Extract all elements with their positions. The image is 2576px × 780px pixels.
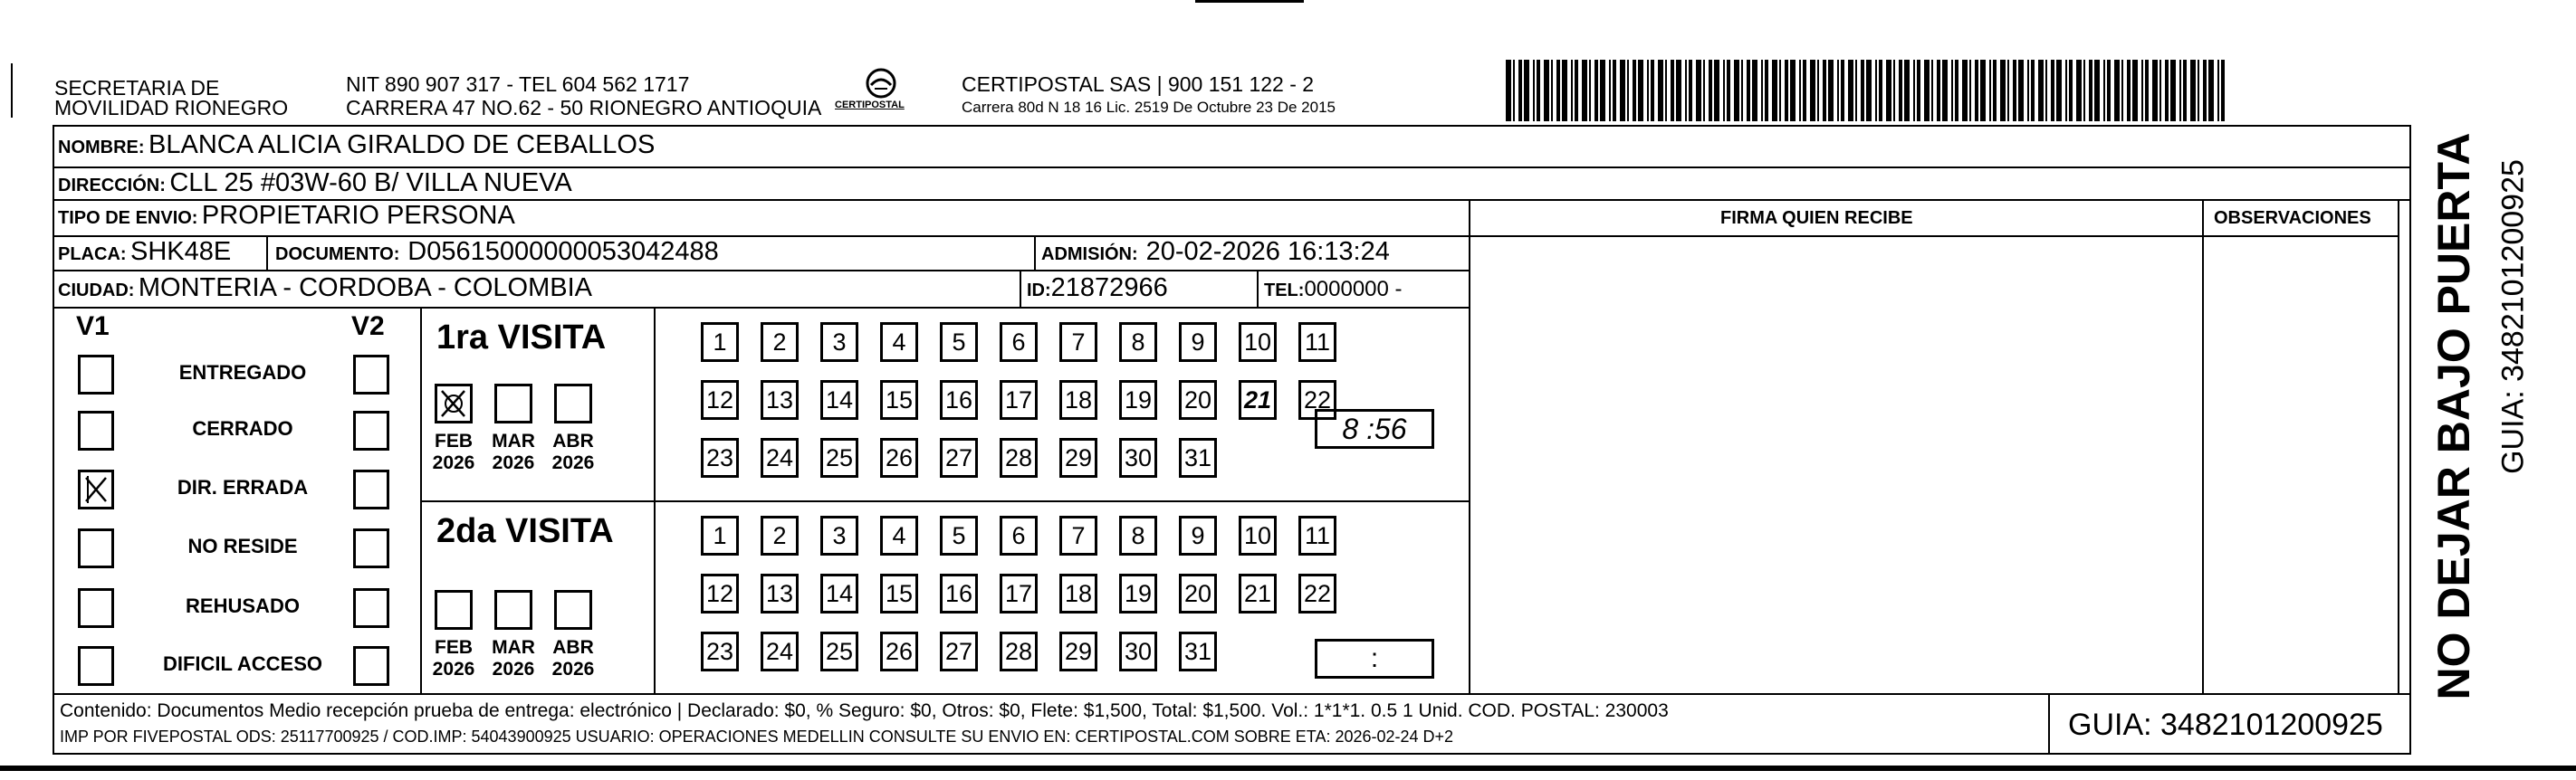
barcode-bar	[2056, 60, 2062, 121]
barcode-bar	[1589, 60, 1591, 121]
v2-checkbox[interactable]	[353, 470, 389, 509]
barcode-bar	[2183, 60, 2187, 121]
barcode-bar	[2203, 60, 2207, 121]
barcode-bar	[2141, 60, 2143, 121]
day-box[interactable]: 31	[1179, 632, 1217, 671]
day-box[interactable]: 31	[1179, 438, 1217, 478]
day-box[interactable]: 18	[1059, 574, 1097, 614]
barcode-bar	[1975, 60, 1978, 121]
barcode-bar	[1893, 60, 1895, 121]
barcode-bar	[1696, 60, 1701, 121]
barcode-bar	[1765, 60, 1768, 121]
day-box[interactable]: 10	[1239, 322, 1277, 362]
barcode-bar	[1942, 60, 1948, 121]
barcode-bar	[1790, 60, 1796, 121]
row-divider	[53, 693, 2411, 695]
barcode-bar	[2107, 60, 2111, 121]
v1-checkbox[interactable]	[78, 528, 114, 568]
barcode-bar	[1828, 60, 1834, 121]
barcode-bar	[2145, 60, 2149, 121]
barcode-bar	[1600, 60, 1605, 121]
barcode-bar	[2051, 60, 2054, 121]
day-box[interactable]: 7	[1059, 516, 1097, 556]
year-label: 2026	[432, 452, 475, 473]
observaciones-header: OBSERVACIONES	[2214, 208, 2371, 228]
barcode-bar	[1741, 60, 1743, 121]
barcode	[1506, 60, 2230, 121]
certipostal-logo: CERTIPOSTAL	[831, 65, 931, 121]
day-box[interactable]: 27	[940, 438, 978, 478]
barcode-bar	[2038, 60, 2044, 121]
barcode-bar	[1951, 60, 1953, 121]
year-label: 2026	[492, 452, 535, 473]
day-box[interactable]: 25	[820, 438, 858, 478]
barcode-bar	[1723, 60, 1725, 121]
barcode-bar	[2000, 60, 2006, 121]
month-checkbox[interactable]	[435, 384, 473, 423]
documento-value: D05615000000053042488	[407, 237, 719, 266]
barcode-bar	[1714, 60, 1719, 121]
admision-value: 20-02-2026 16:13:24	[1145, 237, 1390, 266]
month-label: ABR	[552, 431, 594, 452]
first-visit-title: 1ra VISITA	[436, 319, 607, 357]
v1-label: V1	[76, 311, 110, 341]
admision-field: ADMISIÓN: 20-02-2026 16:13:24	[1041, 237, 1390, 266]
day-box[interactable]: 15	[880, 380, 918, 420]
barcode-bar	[2132, 60, 2138, 121]
barcode-bar	[1962, 60, 1968, 121]
v2-checkbox[interactable]	[353, 588, 389, 628]
barcode-bar	[1638, 60, 1643, 121]
row-divider	[53, 307, 1470, 309]
month-label: FEB	[435, 637, 473, 658]
month-checkbox[interactable]	[494, 384, 532, 423]
footer-imp: IMP POR FIVEPOSTAL ODS: 25117700925 / COD.IMP: 54043900925 USUARIO: OPERACIONES MEDELLIN CONSULTE SU ENVIO EN: CERTIPOSTAL.COM SOBRE ETA: 2026-02-24 D+2	[60, 728, 1454, 746]
barcode-bar	[2089, 60, 2092, 121]
barcode-bar	[1627, 60, 1629, 121]
day-box[interactable]: 19	[1119, 380, 1157, 420]
barcode-bar	[1613, 60, 1616, 121]
day-box[interactable]: 11	[1298, 516, 1336, 556]
v2-label: V2	[351, 311, 385, 341]
year-label: 2026	[492, 659, 535, 680]
v1-checkbox[interactable]	[78, 411, 114, 451]
month-checkbox[interactable]	[554, 384, 592, 423]
day-box[interactable]: 22	[1298, 380, 1336, 420]
status-label: NO RESIDE	[187, 535, 298, 557]
day-box[interactable]: 19	[1119, 574, 1157, 614]
day-box[interactable]: 22	[1298, 574, 1336, 614]
month-checkbox[interactable]	[494, 590, 532, 630]
day-box[interactable]: 4	[880, 516, 918, 556]
day-box[interactable]: 1	[701, 322, 739, 362]
barcode-bar	[1647, 60, 1649, 121]
footer-contenido: Contenido: Documentos Medio recepción prueba de entrega: electrónico | Declarado: $0, % Seguro: $0, Otros: $0, Flete: $1,500, Total: $1,500. Vol.: 1*1*1. 0.5 1 Unid. COD. POSTAL: 230003	[60, 700, 1669, 721]
barcode-bar	[1879, 60, 1882, 121]
barcode-bar	[1899, 60, 1902, 121]
id-field: ID:21872966	[1027, 273, 1168, 302]
footer-guia: GUIA: 3482101200925	[2068, 708, 2383, 742]
day-box[interactable]: 14	[820, 574, 858, 614]
v2-checkbox[interactable]	[353, 528, 389, 568]
barcode-bar	[1747, 60, 1750, 121]
barcode-bar	[1571, 60, 1573, 121]
day-box[interactable]: 20	[1179, 574, 1217, 614]
courier-line2: Carrera 80d N 18 16 Lic. 2519 De Octubre 23 De 2015	[962, 99, 1336, 116]
year-label: 2026	[432, 659, 475, 680]
day-box[interactable]: 13	[761, 380, 799, 420]
documento-field: DOCUMENTO: D05615000000053042488	[275, 237, 719, 266]
day-box[interactable]: 28	[1000, 438, 1038, 478]
day-box[interactable]: 27	[940, 632, 978, 671]
org-name-line1: SECRETARIA DE	[54, 76, 220, 100]
second-visit-title: 2da VISITA	[436, 512, 614, 550]
barcode-bar	[1799, 60, 1801, 121]
barcode-bar	[1861, 60, 1864, 121]
day-box[interactable]: 16	[940, 574, 978, 614]
id-value: 21872966	[1050, 273, 1168, 302]
day-box[interactable]: 21	[1239, 574, 1277, 614]
org-name-line2: MOVILIDAD RIONEGRO	[54, 96, 289, 119]
month-label: MAR	[492, 637, 535, 658]
courier-line1: CERTIPOSTAL SAS | 900 151 122 - 2	[962, 72, 1315, 96]
barcode-bar	[1937, 60, 1940, 121]
placa-field: PLACA: SHK48E	[58, 237, 232, 266]
row-divider	[1469, 235, 2398, 237]
day-box[interactable]: 17	[1000, 574, 1038, 614]
barcode-bar	[1620, 60, 1625, 121]
v1-checkbox[interactable]	[78, 355, 114, 395]
barcode-bar	[1837, 60, 1839, 121]
barcode-bar	[1785, 60, 1788, 121]
direccion-value: CLL 25 #03W-60 B/ VILLA NUEVA	[169, 168, 572, 197]
barcode-bar	[1658, 60, 1663, 121]
barcode-bar	[1993, 60, 1997, 121]
status-label: DIR. ERRADA	[177, 476, 309, 499]
day-box[interactable]: 8	[1119, 516, 1157, 556]
day-box[interactable]: 5	[940, 322, 978, 362]
barcode-bar	[1931, 60, 1933, 121]
barcode-bar	[2179, 60, 2181, 121]
barcode-bar	[1562, 60, 1567, 121]
barcode-bar	[2076, 60, 2082, 121]
barcode-bar	[2018, 60, 2024, 121]
top-edge	[1195, 0, 1304, 3]
barcode-bar	[1779, 60, 1781, 121]
v1-checkbox[interactable]	[78, 588, 114, 628]
direccion-row: DIRECCIÓN: CLL 25 #03W-60 B/ VILLA NUEVA	[58, 168, 572, 197]
barcode-bar	[1575, 60, 1578, 121]
nombre-value: BLANCA ALICIA GIRALDO DE CEBALLOS	[148, 130, 656, 159]
day-box[interactable]: 13	[761, 574, 799, 614]
barcode-bar	[1506, 60, 1511, 121]
tipo-envio-row: TIPO DE ENVIO: PROPIETARIO PERSONA	[58, 201, 515, 230]
day-box[interactable]: 20	[1179, 380, 1217, 420]
barcode-bar	[1989, 60, 1991, 121]
barcode-bar	[1841, 60, 1844, 121]
barcode-bar	[1817, 60, 1819, 121]
day-box[interactable]: 23	[701, 632, 739, 671]
day-box[interactable]: 25	[820, 632, 858, 671]
barcode-bar	[2045, 60, 2047, 121]
day-box[interactable]: 29	[1059, 438, 1097, 478]
barcode-bar	[2121, 60, 2123, 121]
day-box[interactable]: 2	[761, 516, 799, 556]
barcode-bar	[1676, 60, 1681, 121]
tel-field: TEL:0000000 -	[1264, 277, 1403, 301]
barcode-bar	[1866, 60, 1872, 121]
v2-checkbox[interactable]	[353, 411, 389, 451]
status-label: DIFICIL ACCESO	[162, 652, 322, 675]
barcode-bar	[1685, 60, 1687, 121]
barcode-bar	[1544, 60, 1549, 121]
v1-checkbox[interactable]	[78, 470, 114, 509]
barcode-bar	[1752, 60, 1757, 121]
barcode-bar	[1551, 60, 1553, 121]
barcode-bar	[1651, 60, 1654, 121]
barcode-bar	[2013, 60, 2016, 121]
day-box[interactable]: 12	[701, 574, 739, 614]
barcode-bar	[1665, 60, 1667, 121]
barcode-bar	[1904, 60, 1910, 121]
barcode-bar	[1810, 60, 1815, 121]
day-box[interactable]: 18	[1059, 380, 1097, 420]
barcode-bar	[2114, 60, 2120, 121]
day-box[interactable]: 1	[701, 516, 739, 556]
day-box[interactable]: 6	[1000, 322, 1038, 362]
barcode-bar	[1955, 60, 1958, 121]
barcode-bar	[2217, 60, 2219, 121]
barcode-bar	[1533, 60, 1535, 121]
col-divider	[1257, 270, 1259, 307]
barcode-bar	[1848, 60, 1853, 121]
v2-checkbox[interactable]	[353, 646, 389, 686]
barcode-bar	[2198, 60, 2199, 121]
day-box[interactable]: 26	[880, 438, 918, 478]
barcode-bar	[1803, 60, 1806, 121]
first-visit-time-box[interactable]: 8 :56	[1315, 409, 1434, 449]
left-margin-line	[11, 63, 13, 118]
day-box[interactable]: 24	[761, 632, 799, 671]
side-guia: GUIA: 3482101200925	[2495, 159, 2531, 474]
day-box[interactable]: 30	[1119, 438, 1157, 478]
day-box[interactable]: 6	[1000, 516, 1038, 556]
status-label: ENTREGADO	[178, 361, 307, 384]
day-box[interactable]: 9	[1179, 516, 1217, 556]
day-box[interactable]: 24	[761, 438, 799, 478]
col-divider	[1034, 235, 1036, 270]
barcode-bar	[1772, 60, 1777, 121]
nit-line: NIT 890 907 317 - TEL 604 562 1717	[346, 72, 690, 96]
day-box[interactable]: 26	[880, 632, 918, 671]
tipo-envio-value: PROPIETARIO PERSONA	[201, 201, 515, 230]
tel-value: 0000000 -	[1304, 277, 1403, 301]
day-box[interactable]: 3	[820, 516, 858, 556]
barcode-bar	[1633, 60, 1636, 121]
barcode-bar	[1855, 60, 1857, 121]
v2-checkbox[interactable]	[353, 355, 389, 395]
day-box[interactable]: 2	[761, 322, 799, 362]
barcode-bar	[1823, 60, 1826, 121]
barcode-bar	[1582, 60, 1587, 121]
barcode-bar	[1689, 60, 1692, 121]
day-box[interactable]: 17	[1000, 380, 1038, 420]
barcode-bar	[1969, 60, 1971, 121]
barcode-bar	[1703, 60, 1705, 121]
v1-checkbox[interactable]	[78, 646, 114, 686]
row-divider	[420, 500, 1469, 502]
day-box[interactable]: 28	[1000, 632, 1038, 671]
barcode-bar	[1980, 60, 1986, 121]
barcode-bar	[2152, 60, 2158, 121]
barcode-bar	[2031, 60, 2035, 121]
barcode-bar	[2208, 60, 2214, 121]
barcode-bar	[1671, 60, 1674, 121]
barcode-bar	[1886, 60, 1891, 121]
firma-header: FIRMA QUIEN RECIBE	[1720, 208, 1913, 228]
col-divider	[266, 235, 268, 270]
year-label: 2026	[551, 452, 595, 473]
barcode-bar	[2069, 60, 2073, 121]
day-box[interactable]: 10	[1239, 516, 1277, 556]
barcode-bar	[1513, 60, 1515, 121]
ciudad-field: CIUDAD: MONTERIA - CORDOBA - COLOMBIA	[58, 273, 593, 302]
day-box[interactable]: 16	[940, 380, 978, 420]
barcode-bar	[2159, 60, 2161, 121]
second-visit-time-box[interactable]: :	[1315, 639, 1434, 679]
month-checkbox[interactable]	[554, 590, 592, 630]
ciudad-value: MONTERIA - CORDOBA - COLOMBIA	[138, 273, 593, 302]
day-box[interactable]: 5	[940, 516, 978, 556]
col-divider	[1020, 270, 1021, 307]
nombre-row: NOMBRE: BLANCA ALICIA GIRALDO DE CEBALLOS	[58, 130, 656, 159]
day-box[interactable]: 4	[880, 322, 918, 362]
col-divider	[2202, 199, 2204, 693]
barcode-bar	[1917, 60, 1920, 121]
barcode-bar	[2165, 60, 2169, 121]
status-label: REHUSADO	[186, 595, 300, 617]
day-box[interactable]: 7	[1059, 322, 1097, 362]
month-checkbox[interactable]	[435, 590, 473, 630]
barcode-bar	[1537, 60, 1540, 121]
barcode-bar	[1734, 60, 1739, 121]
status-label: CERRADO	[192, 417, 293, 440]
barcode-bar	[1524, 60, 1529, 121]
no-dejar-bajo-puerta: NO DEJAR BAJO PUERTA	[2428, 132, 2479, 700]
barcode-bar	[2027, 60, 2029, 121]
day-box[interactable]: 11	[1298, 322, 1336, 362]
placa-value: SHK48E	[130, 237, 232, 266]
barcode-bar	[2103, 60, 2105, 121]
day-box[interactable]: 14	[820, 380, 858, 420]
barcode-bar	[2127, 60, 2131, 121]
month-label: MAR	[492, 431, 535, 452]
barcode-bar	[2170, 60, 2176, 121]
day-box[interactable]: 29	[1059, 632, 1097, 671]
barcode-bar	[2221, 60, 2225, 121]
day-box[interactable]: 23	[701, 438, 739, 478]
day-box[interactable]: 9	[1179, 322, 1217, 362]
day-box[interactable]: 30	[1119, 632, 1157, 671]
day-box[interactable]: 15	[880, 574, 918, 614]
barcode-bar	[2094, 60, 2100, 121]
barcode-bar	[1556, 60, 1560, 121]
day-box[interactable]: 21	[1239, 380, 1277, 420]
month-label: FEB	[435, 431, 473, 452]
barcode-bar	[1609, 60, 1611, 121]
month-label: ABR	[552, 637, 594, 658]
day-box[interactable]: 3	[820, 322, 858, 362]
day-box[interactable]: 12	[701, 380, 739, 420]
barcode-bar	[1709, 60, 1712, 121]
barcode-bar	[2190, 60, 2196, 121]
col-divider	[1469, 199, 1470, 693]
bottom-edge	[0, 766, 2576, 771]
year-label: 2026	[551, 659, 595, 680]
barcode-bar	[1518, 60, 1522, 121]
barcode-bar	[1727, 60, 1730, 121]
barcode-bar	[2083, 60, 2085, 121]
barcode-bar	[1761, 60, 1763, 121]
barcode-bar	[2007, 60, 2009, 121]
address-line: CARRERA 47 NO.62 - 50 RIONEGRO ANTIOQUIA	[346, 96, 822, 119]
col-divider	[2048, 693, 2050, 755]
barcode-bar	[1594, 60, 1598, 121]
barcode-bar	[1875, 60, 1877, 121]
col-divider	[2398, 199, 2399, 693]
barcode-bar	[2065, 60, 2067, 121]
barcode-bar	[1913, 60, 1915, 121]
day-box[interactable]: 8	[1119, 322, 1157, 362]
barcode-bar	[1924, 60, 1930, 121]
